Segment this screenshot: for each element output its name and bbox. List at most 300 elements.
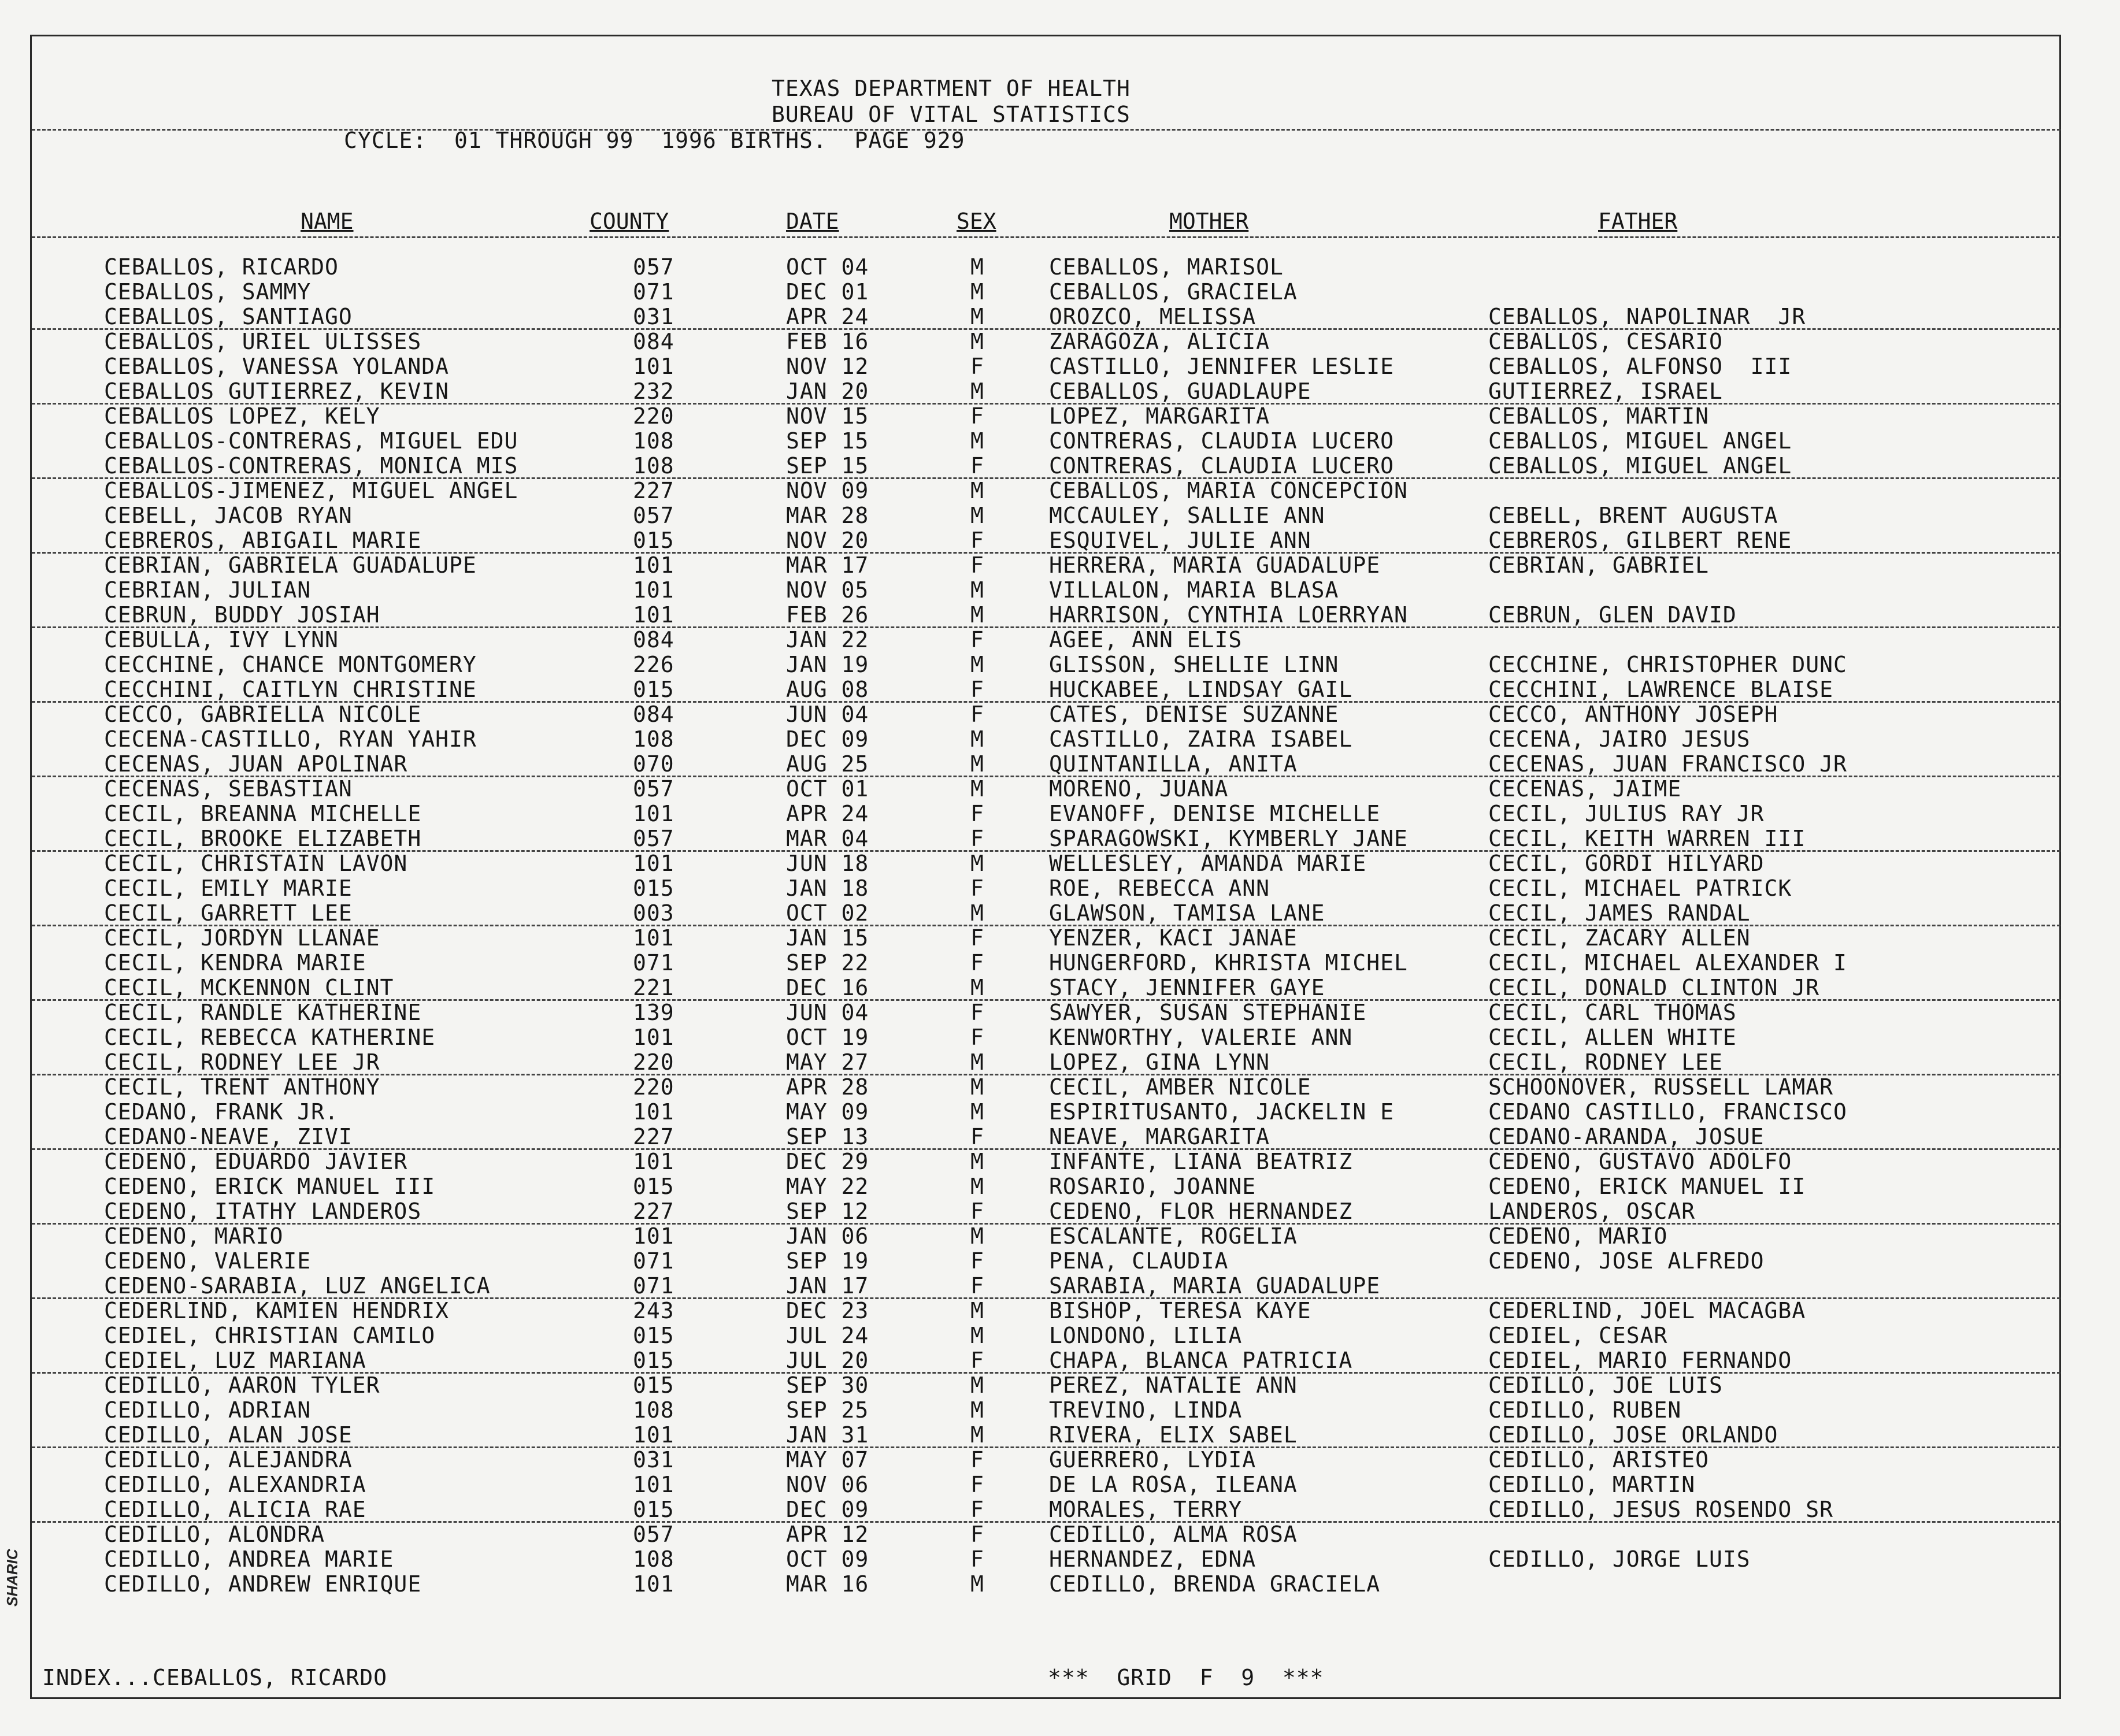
cell-name: CECIL, RANDLE KATHERINE <box>104 1000 422 1025</box>
cell-father: CECIL, MICHAEL ALEXANDER I <box>1488 950 1847 975</box>
cell-name: CEBALLOS, SANTIAGO <box>104 304 353 329</box>
table-row <box>32 429 2060 454</box>
cell-sex: F <box>970 702 984 727</box>
cell-county: 031 <box>633 1447 674 1472</box>
cell-sex: M <box>970 776 984 802</box>
cell-date: OCT 19 <box>786 1025 869 1050</box>
cell-mother: MORALES, TERRY <box>1049 1497 1243 1522</box>
cell-mother: MCCAULEY, SALLIE ANN <box>1049 503 1325 528</box>
cell-county: 031 <box>633 304 674 329</box>
cell-father: CECIL, ALLEN WHITE <box>1488 1025 1737 1050</box>
cell-sex: M <box>970 577 984 603</box>
cell-sex: F <box>970 1447 984 1472</box>
cell-mother: CEBALLOS, MARIA CONCEPCION <box>1049 478 1408 503</box>
cell-mother: GLISSON, SHELLIE LINN <box>1049 652 1339 677</box>
row-separator <box>32 1148 2060 1150</box>
cell-name: CEBRIAN, GABRIELA GUADALUPE <box>104 552 477 578</box>
cell-father: CEBELL, BRENT AUGUSTA <box>1488 503 1778 528</box>
cell-sex: F <box>970 403 984 429</box>
cell-sex: F <box>970 1273 984 1299</box>
table-row <box>32 329 2060 354</box>
cell-father: CEDIEL, CESAR <box>1488 1323 1668 1348</box>
cell-mother: CEDENO, FLOR HERNANDEZ <box>1049 1199 1353 1224</box>
table-row <box>32 1100 2060 1125</box>
row-separator <box>32 1223 2060 1225</box>
cell-sex: M <box>970 503 984 528</box>
table-row <box>32 901 2060 926</box>
cell-mother: OROZCO, MELISSA <box>1049 304 1257 329</box>
cell-sex: M <box>970 1298 984 1323</box>
cell-county: 232 <box>633 379 674 404</box>
cell-father: CECIL, JULIUS RAY JR <box>1488 801 1765 826</box>
cell-name: CEBALLOS-CONTRERAS, MIGUEL EDU <box>104 428 518 454</box>
table-row <box>32 652 2060 677</box>
cell-father: CEDILLO, JORGE LUIS <box>1488 1546 1751 1572</box>
cell-father: CEDIEL, MARIO FERNANDO <box>1488 1348 1792 1373</box>
cell-mother: ZARAGOZA, ALICIA <box>1049 329 1270 354</box>
cell-name: CECENAS, JUAN APOLINAR <box>104 751 408 777</box>
cell-county: 101 <box>633 1099 674 1125</box>
cell-name: CEDENO, VALERIE <box>104 1248 312 1274</box>
table-row <box>32 1274 2060 1299</box>
cell-sex: F <box>970 528 984 553</box>
cell-county: 071 <box>633 279 674 305</box>
cell-county: 084 <box>633 702 674 727</box>
table-row <box>32 1025 2060 1050</box>
cell-mother: EVANOFF, DENISE MICHELLE <box>1049 801 1381 826</box>
table-row <box>32 1224 2060 1249</box>
table-row <box>32 1423 2060 1448</box>
cell-father: CEBALLOS, ALFONSO III <box>1488 354 1792 379</box>
cell-sex: M <box>970 379 984 404</box>
table-row <box>32 280 2060 305</box>
cell-county: 101 <box>633 851 674 876</box>
table-row <box>32 1050 2060 1075</box>
cell-mother: CASTILLO, ZAIRA ISABEL <box>1049 726 1353 752</box>
cell-date: SEP 12 <box>786 1199 869 1224</box>
table-row <box>32 379 2060 404</box>
table-row <box>32 826 2060 851</box>
cell-father: CECIL, RODNEY LEE <box>1488 1049 1723 1075</box>
cell-father: CECIL, CARL THOMAS <box>1488 1000 1737 1025</box>
cell-date: JAN 18 <box>786 876 869 901</box>
cell-sex: F <box>970 1248 984 1274</box>
cell-mother: GUERRERO, LYDIA <box>1049 1447 1257 1472</box>
cell-county: 003 <box>633 900 674 926</box>
table-row <box>32 677 2060 702</box>
cell-mother: RIVERA, ELIX SABEL <box>1049 1422 1298 1448</box>
cell-father: CEBALLOS, CESARIO <box>1488 329 1723 354</box>
row-separator <box>32 776 2060 777</box>
cell-date: DEC 23 <box>786 1298 869 1323</box>
cell-sex: M <box>970 751 984 777</box>
cell-father: CECIL, MICHAEL PATRICK <box>1488 876 1792 901</box>
cell-mother: ESCALANTE, ROGELIA <box>1049 1223 1298 1249</box>
cell-mother: QUINTANILLA, ANITA <box>1049 751 1298 777</box>
table-row <box>32 255 2060 280</box>
cell-county: 108 <box>633 453 674 478</box>
cell-date: MAY 27 <box>786 1049 869 1075</box>
cell-date: JUL 20 <box>786 1348 869 1373</box>
cell-name: CEDILLO, ANDREW ENRIQUE <box>104 1571 422 1597</box>
cell-date: DEC 01 <box>786 279 869 305</box>
table-row <box>32 951 2060 975</box>
cell-mother: CASTILLO, JENNIFER LESLIE <box>1049 354 1394 379</box>
cell-mother: SARABIA, MARIA GUADALUPE <box>1049 1273 1381 1299</box>
cell-date: MAY 22 <box>786 1174 869 1199</box>
cell-date: FEB 16 <box>786 329 869 354</box>
row-separator <box>32 1372 2060 1374</box>
cell-father: CEDENO, JOSE ALFREDO <box>1488 1248 1765 1274</box>
cell-mother: SPARAGOWSKI, KYMBERLY JANE <box>1049 826 1408 851</box>
cell-mother: STACY, JENNIFER GAYE <box>1049 975 1325 1000</box>
table-row <box>32 1075 2060 1100</box>
cell-date: AUG 08 <box>786 677 869 702</box>
cell-name: CECIL, KENDRA MARIE <box>104 950 366 975</box>
cell-date: JUL 24 <box>786 1323 869 1348</box>
cell-date: MAR 04 <box>786 826 869 851</box>
table-row <box>32 851 2060 876</box>
cell-mother: PENA, CLAUDIA <box>1049 1248 1229 1274</box>
cell-county: 226 <box>633 652 674 677</box>
cell-county: 057 <box>633 254 674 280</box>
cell-date: JUN 04 <box>786 1000 869 1025</box>
cell-county: 057 <box>633 1522 674 1547</box>
cell-mother: ESQUIVEL, JULIE ANN <box>1049 528 1311 553</box>
cell-father: CEBREROS, GILBERT RENE <box>1488 528 1792 553</box>
cell-mother: LOPEZ, GINA LYNN <box>1049 1049 1270 1075</box>
row-separator <box>32 1297 2060 1299</box>
table-row <box>32 1398 2060 1423</box>
cell-father: CEDENO, MARIO <box>1488 1223 1668 1249</box>
cell-father: CECIL, GORDI HILYARD <box>1488 851 1765 876</box>
cell-sex: M <box>970 254 984 280</box>
cell-sex: M <box>970 1373 984 1398</box>
cell-date: MAY 09 <box>786 1099 869 1125</box>
row-separator <box>32 999 2060 1001</box>
cell-father: CECIL, JAMES RANDAL <box>1488 900 1751 926</box>
cell-name: CEBALLOS-CONTRERAS, MONICA MIS <box>104 453 518 478</box>
cell-sex: M <box>970 1422 984 1448</box>
column-header-father: FATHER <box>1598 209 1678 234</box>
table-row <box>32 876 2060 901</box>
table-row <box>32 305 2060 329</box>
cell-county: 101 <box>633 577 674 603</box>
table-row <box>32 1373 2060 1398</box>
table-row <box>32 1199 2060 1224</box>
cell-date: SEP 15 <box>786 453 869 478</box>
cell-name: CEDIEL, CHRISTIAN CAMILO <box>104 1323 436 1348</box>
cell-father: CEDILLO, MARTIN <box>1488 1472 1696 1497</box>
cell-county: 015 <box>633 1497 674 1522</box>
cell-name: CEDILLO, ADRIAN <box>104 1397 312 1423</box>
cell-date: JAN 17 <box>786 1273 869 1299</box>
cell-father: CECCO, ANTHONY JOSEPH <box>1488 702 1778 727</box>
cell-date: SEP 15 <box>786 428 869 454</box>
cell-name: CECCHINE, CHANCE MONTGOMERY <box>104 652 477 677</box>
cell-father: CECENAS, JUAN FRANCISCO JR <box>1488 751 1847 777</box>
cell-sex: M <box>970 726 984 752</box>
cell-sex: F <box>970 1000 984 1025</box>
row-separator <box>32 1446 2060 1448</box>
table-row <box>32 528 2060 553</box>
cell-sex: F <box>970 1124 984 1149</box>
cell-date: OCT 02 <box>786 900 869 926</box>
cell-date: JAN 15 <box>786 925 869 951</box>
cell-father: CEDANO CASTILLO, FRANCISCO <box>1488 1099 1847 1125</box>
cell-name: CEBALLOS, VANESSA YOLANDA <box>104 354 449 379</box>
table-row <box>32 1472 2060 1497</box>
table-row <box>32 578 2060 603</box>
cell-mother: HARRISON, CYNTHIA LOERRYAN <box>1049 602 1408 628</box>
table-row <box>32 1299 2060 1323</box>
cell-name: CEDILLO, AARON TYLER <box>104 1373 380 1398</box>
table-row <box>32 926 2060 951</box>
cell-county: 101 <box>633 1571 674 1597</box>
cell-name: CECIL, EMILY MARIE <box>104 876 353 901</box>
cell-county: 220 <box>633 403 674 429</box>
cell-county: 101 <box>633 354 674 379</box>
cell-date: MAR 17 <box>786 552 869 578</box>
cell-father: CECENA, JAIRO JESUS <box>1488 726 1751 752</box>
cell-sex: M <box>970 428 984 454</box>
cell-county: 015 <box>633 677 674 702</box>
cell-date: OCT 09 <box>786 1546 869 1572</box>
table-row <box>32 802 2060 826</box>
cell-date: APR 28 <box>786 1074 869 1100</box>
cell-name: CEBALLOS, SAMMY <box>104 279 312 305</box>
table-row <box>32 1348 2060 1373</box>
grid-footer: *** GRID F 9 *** <box>1048 1665 1324 1690</box>
cell-county: 071 <box>633 1273 674 1299</box>
cell-sex: F <box>970 826 984 851</box>
cell-date: JAN 06 <box>786 1223 869 1249</box>
cell-sex: F <box>970 552 984 578</box>
index-footer: INDEX...CEBALLOS, RICARDO <box>42 1665 387 1690</box>
cell-name: CEDILLO, ALICIA RAE <box>104 1497 366 1522</box>
cell-county: 101 <box>633 1472 674 1497</box>
cell-father: CEDENO, GUSTAVO ADOLFO <box>1488 1149 1792 1174</box>
cell-date: SEP 19 <box>786 1248 869 1274</box>
row-separator <box>32 403 2060 405</box>
cell-mother: LOPEZ, MARGARITA <box>1049 403 1270 429</box>
cell-sex: M <box>970 900 984 926</box>
cell-county: 227 <box>633 1199 674 1224</box>
cell-county: 243 <box>633 1298 674 1323</box>
cell-date: SEP 25 <box>786 1397 869 1423</box>
cell-father: CEDILLO, JOE LUIS <box>1488 1373 1723 1398</box>
cell-sex: F <box>970 1199 984 1224</box>
cell-sex: F <box>970 1497 984 1522</box>
cell-father: CEDANO-ARANDA, JOSUE <box>1488 1124 1765 1149</box>
cell-name: CEDIEL, LUZ MARIANA <box>104 1348 366 1373</box>
cell-mother: CEBALLOS, GRACIELA <box>1049 279 1298 305</box>
cell-sex: F <box>970 1522 984 1547</box>
cell-county: 108 <box>633 1397 674 1423</box>
cell-name: CEDANO, FRANK JR. <box>104 1099 339 1125</box>
row-separator <box>32 328 2060 330</box>
cell-date: OCT 04 <box>786 254 869 280</box>
cell-father: CEDERLIND, JOEL MACAGBA <box>1488 1298 1806 1323</box>
cell-sex: F <box>970 801 984 826</box>
cell-name: CECIL, BROOKE ELIZABETH <box>104 826 422 851</box>
cell-mother: PEREZ, NATALIE ANN <box>1049 1373 1298 1398</box>
cell-sex: M <box>970 975 984 1000</box>
cell-name: CECCO, GABRIELLA NICOLE <box>104 702 422 727</box>
cell-father: CEBALLOS, NAPOLINAR JR <box>1488 304 1806 329</box>
cell-name: CEDILLO, ALEXANDRIA <box>104 1472 366 1497</box>
cell-county: 139 <box>633 1000 674 1025</box>
cell-county: 101 <box>633 801 674 826</box>
cell-sex: F <box>970 925 984 951</box>
cell-father: CEDILLO, JESUS ROSENDO SR <box>1488 1497 1833 1522</box>
cell-name: CECIL, CHRISTAIN LAVON <box>104 851 408 876</box>
table-row <box>32 603 2060 628</box>
cell-mother: CONTRERAS, CLAUDIA LUCERO <box>1049 428 1394 454</box>
cell-mother: HUNGERFORD, KHRISTA MICHEL <box>1049 950 1408 975</box>
row-separator <box>32 1521 2060 1523</box>
cell-date: NOV 09 <box>786 478 869 503</box>
cell-mother: HERRERA, MARIA GUADALUPE <box>1049 552 1381 578</box>
table-row <box>32 702 2060 727</box>
table-row <box>32 1125 2060 1149</box>
cell-name: CECIL, MCKENNON CLINT <box>104 975 394 1000</box>
cell-county: 108 <box>633 428 674 454</box>
cell-name: CEBALLOS, URIEL ULISSES <box>104 329 422 354</box>
cell-father: LANDEROS, OSCAR <box>1488 1199 1696 1224</box>
row-separator <box>32 925 2060 926</box>
row-separator <box>32 626 2060 628</box>
bureau-title: BUREAU OF VITAL STATISTICS <box>772 102 1131 127</box>
table-row <box>32 404 2060 429</box>
cell-date: DEC 29 <box>786 1149 869 1174</box>
cell-county: 227 <box>633 478 674 503</box>
cell-county: 057 <box>633 826 674 851</box>
cell-name: CEDENO, ITATHY LANDEROS <box>104 1199 422 1224</box>
cell-sex: M <box>970 602 984 628</box>
cell-name: CECENA-CASTILLO, RYAN YAHIR <box>104 726 477 752</box>
cell-mother: CHAPA, BLANCA PATRICIA <box>1049 1348 1353 1373</box>
cell-mother: BISHOP, TERESA KAYE <box>1049 1298 1311 1323</box>
cell-mother: CATES, DENISE SUZANNE <box>1049 702 1339 727</box>
cell-county: 071 <box>633 950 674 975</box>
column-header-county: COUNTY <box>590 209 669 234</box>
cell-name: CEDILLO, ALAN JOSE <box>104 1422 353 1448</box>
cell-county: 101 <box>633 1422 674 1448</box>
cell-date: MAR 28 <box>786 503 869 528</box>
agency-title: TEXAS DEPARTMENT OF HEALTH <box>772 76 1131 101</box>
row-separator <box>32 701 2060 703</box>
cell-name: CEDILLO, ALONDRA <box>104 1522 325 1547</box>
cell-sex: F <box>970 453 984 478</box>
cell-county: 057 <box>633 503 674 528</box>
table-row <box>32 478 2060 503</box>
cell-mother: CEBALLOS, GUADLAUPE <box>1049 379 1311 404</box>
cell-mother: CECIL, AMBER NICOLE <box>1049 1074 1311 1100</box>
cell-county: 015 <box>633 1348 674 1373</box>
cell-county: 015 <box>633 1373 674 1398</box>
cell-sex: M <box>970 1571 984 1597</box>
table-row <box>32 354 2060 379</box>
cell-date: SEP 22 <box>786 950 869 975</box>
cell-county: 101 <box>633 925 674 951</box>
cell-mother: NEAVE, MARGARITA <box>1049 1124 1270 1149</box>
cell-date: APR 24 <box>786 304 869 329</box>
table-row <box>32 628 2060 652</box>
cell-mother: LONDONO, LILIA <box>1049 1323 1243 1348</box>
cell-name: CECIL, REBECCA KATHERINE <box>104 1025 436 1050</box>
cell-mother: HERNANDEZ, EDNA <box>1049 1546 1257 1572</box>
cell-name: CEBALLOS GUTIERREZ, KEVIN <box>104 379 449 404</box>
row-separator <box>32 552 2060 554</box>
cell-sex: M <box>970 1323 984 1348</box>
cell-name: CEDANO-NEAVE, ZIVI <box>104 1124 353 1149</box>
cell-date: NOV 15 <box>786 403 869 429</box>
cell-county: 101 <box>633 1025 674 1050</box>
cell-name: CEDENO-SARABIA, LUZ ANGELICA <box>104 1273 491 1299</box>
cell-date: MAY 07 <box>786 1447 869 1472</box>
cell-father: CECIL, DONALD CLINTON JR <box>1488 975 1820 1000</box>
cell-date: APR 12 <box>786 1522 869 1547</box>
cell-county: 220 <box>633 1074 674 1100</box>
cell-sex: M <box>970 652 984 677</box>
cell-name: CECIL, RODNEY LEE JR <box>104 1049 380 1075</box>
table-row <box>32 503 2060 528</box>
table-row <box>32 1323 2060 1348</box>
table-row <box>32 454 2060 478</box>
cell-date: DEC 09 <box>786 726 869 752</box>
cell-sex: M <box>970 1099 984 1125</box>
cell-father: CECENAS, JAIME <box>1488 776 1682 802</box>
cell-county: 108 <box>633 1546 674 1572</box>
column-header-date: DATE <box>786 209 839 234</box>
column-header-name: NAME <box>301 209 354 234</box>
cell-name: CEBALLOS LOPEZ, KELY <box>104 403 380 429</box>
cell-sex: F <box>970 1025 984 1050</box>
cell-name: CEBELL, JACOB RYAN <box>104 503 353 528</box>
cell-name: CECCHINI, CAITLYN CHRISTINE <box>104 677 477 702</box>
cell-mother: DE LA ROSA, ILEANA <box>1049 1472 1298 1497</box>
row-separator <box>32 1074 2060 1075</box>
cell-name: CECIL, BREANNA MICHELLE <box>104 801 422 826</box>
cell-mother: CONTRERAS, CLAUDIA LUCERO <box>1049 453 1394 478</box>
cell-sex: M <box>970 478 984 503</box>
cell-mother: KENWORTHY, VALERIE ANN <box>1049 1025 1353 1050</box>
side-stamp: SHARIC <box>3 1549 21 1607</box>
cell-county: 015 <box>633 1174 674 1199</box>
cell-mother: VILLALON, MARIA BLASA <box>1049 577 1339 603</box>
cell-name: CEBALLOS-JIMENEZ, MIGUEL ANGEL <box>104 478 518 503</box>
cell-father: CEBALLOS, MIGUEL ANGEL <box>1488 453 1792 478</box>
cell-date: DEC 09 <box>786 1497 869 1522</box>
cell-father: CEBRUN, GLEN DAVID <box>1488 602 1737 628</box>
cell-name: CECENAS, SEBASTIAN <box>104 776 353 802</box>
cell-sex: M <box>970 851 984 876</box>
cell-name: CEDENO, ERICK MANUEL III <box>104 1174 436 1199</box>
cell-date: APR 24 <box>786 801 869 826</box>
cell-county: 220 <box>633 1049 674 1075</box>
cell-father: CEDENO, ERICK MANUEL II <box>1488 1174 1806 1199</box>
cell-mother: CEDILLO, BRENDA GRACIELA <box>1049 1571 1381 1597</box>
cell-name: CEBULLA, IVY LYNN <box>104 627 339 652</box>
cell-county: 015 <box>633 876 674 901</box>
cell-county: 071 <box>633 1248 674 1274</box>
cell-county: 084 <box>633 627 674 652</box>
cell-mother: ESPIRITUSANTO, JACKELIN E <box>1049 1099 1394 1125</box>
cell-sex: M <box>970 1397 984 1423</box>
cell-county: 101 <box>633 1149 674 1174</box>
table-row <box>32 1522 2060 1547</box>
